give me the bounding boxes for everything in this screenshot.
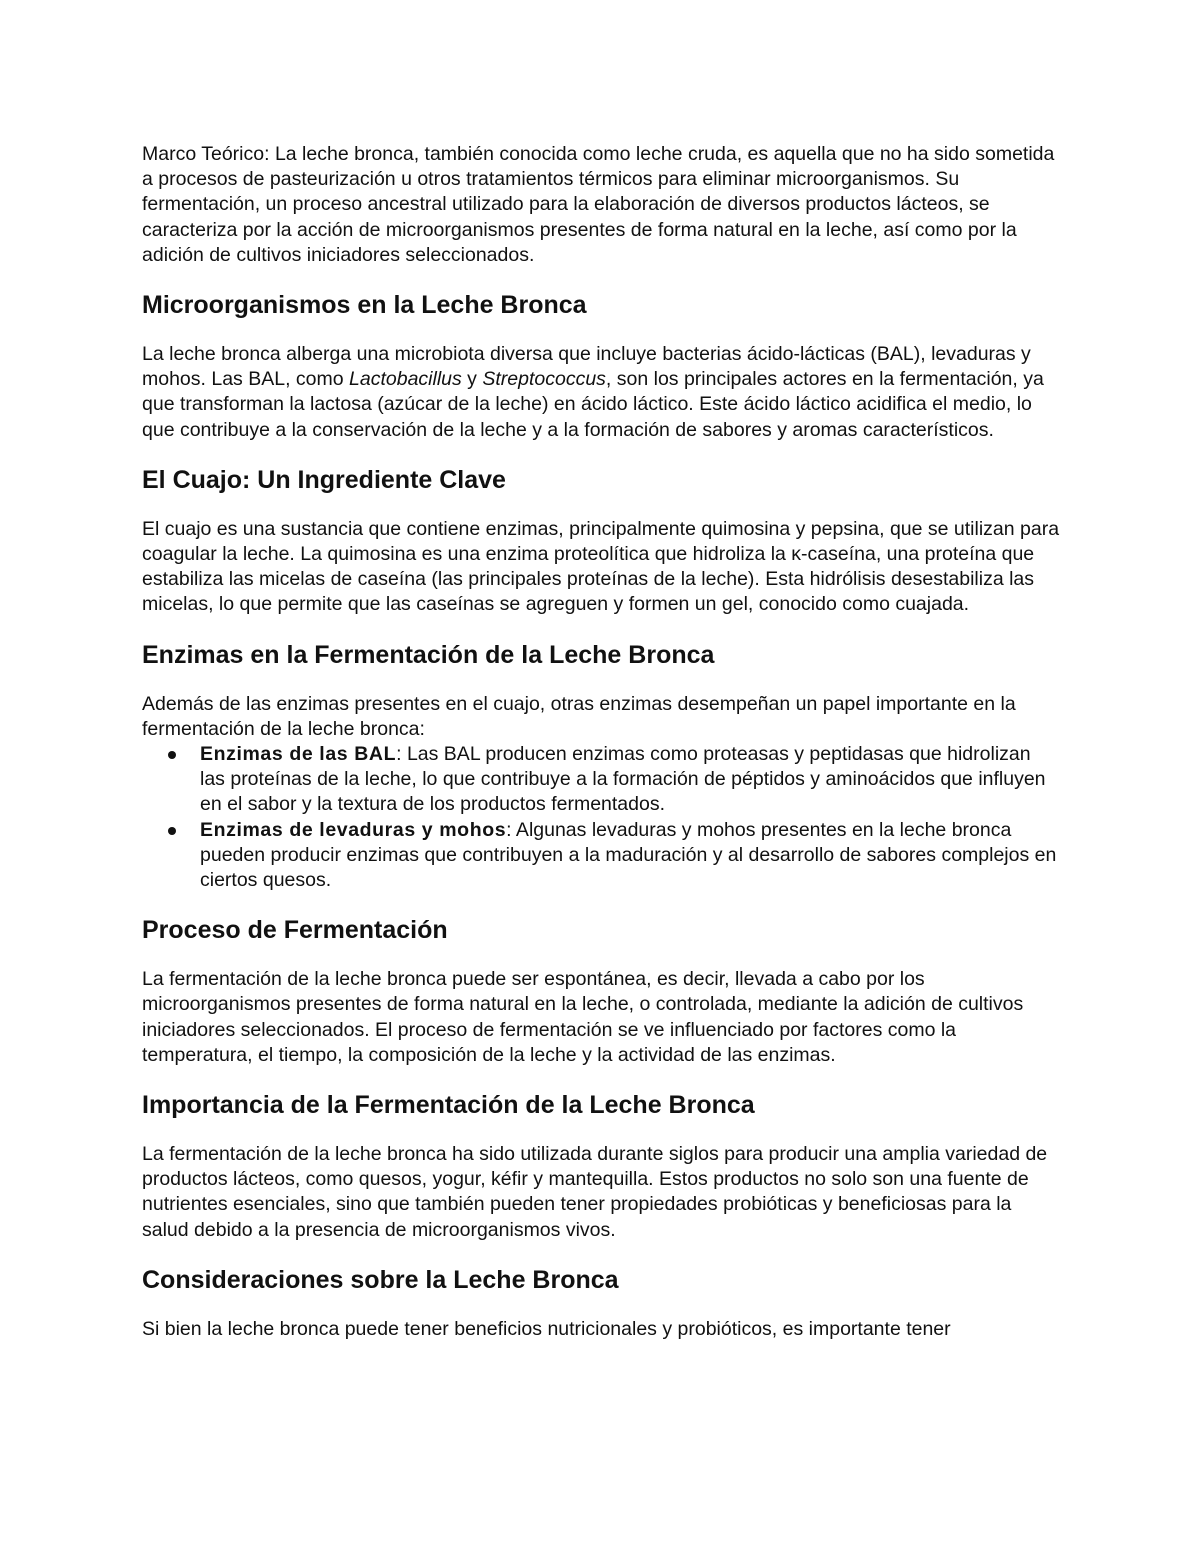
list-item-term: Enzimas de las BAL	[200, 743, 397, 766]
heading-consideraciones: Consideraciones sobre la Leche Bronca	[142, 1265, 619, 1294]
text-segment: La leche bronca alberga una microbiota diversa que incluye bacterias ácido-lácticas (BAL), levaduras y mohos. Las BAL, como	[142, 343, 1031, 391]
paragraph-enzimas: Además de las enzimas presentes en el cuajo, otras enzimas desempeñan un papel importante en la fermentación de la leche bronca:	[142, 692, 1016, 740]
paragraph-proceso: La fermentación de la leche bronca puede ser espontánea, es decir, llevada a cabo por los microorganismos presentes de forma natural en la leche, o controlada, mediante la adición de cultivos iniciadores seleccionados. El proceso de fermentación se ve influenciado por factores como la temperatura, el tiempo, la composición de la leche y la actividad de las enzimas.	[142, 968, 1024, 1066]
text-segment: y	[461, 368, 483, 391]
list-item-text: : Algunas levaduras y mohos presentes en la leche bronca pueden producir enzimas que contribuyen a la maduración y al desarrollo de sabores complejos en ciertos quesos.	[200, 818, 1057, 892]
intro-paragraph: Marco Teórico: La leche bronca, también conocida como leche cruda, es aquella que no ha sido sometida a procesos de pasteurización u otros tratamientos térmicos para eliminar microorganismos. Su fermentación, un proceso ancestral utilizado para la elaboración de diversos productos lácteos, se caracteriza por la acción de microorganismos presentes de forma natural en la leche, así como por la adición de cultivos iniciadores seleccionados.	[142, 143, 1055, 266]
paragraph-importancia: La fermentación de la leche bronca ha sido utilizada durante siglos para producir una amplia variedad de productos lácteos, como quesos, yogur, kéfir y mantequilla. Estos productos no solo son una fuente de nutrientes esenciales, sino que también pueden tener propiedades probióticas y beneficiosas para la salud debido a la presencia de microorganismos vivos.	[142, 1143, 1048, 1241]
document-page	[142, 142, 1060, 1342]
list-item-text: : Las BAL producen enzimas como proteasas y peptidasas que hidrolizan las proteínas de la leche, lo que contribuye a la formación de péptidos y aminoácidos que influyen en el sabor y la textura de los productos fermentados.	[200, 743, 1046, 816]
list-item	[200, 818, 1060, 894]
heading-microorganismos: Microorganismos en la Leche Bronca	[142, 291, 587, 320]
paragraph-consideraciones: Si bien la leche bronca puede tener beneficios nutricionales y probióticos, es importante tener	[142, 1317, 951, 1340]
bullet-icon	[168, 751, 176, 759]
enzimas-list	[142, 742, 1060, 893]
list-item	[200, 742, 1060, 818]
list-item-term: Enzimas de levaduras y mohos	[200, 818, 507, 841]
paragraph-microorganismos	[142, 342, 1060, 443]
text-segment: , son los principales actores en la fermentación, ya que transforman la lactosa (azúcar de la leche) en ácido láctico. Este ácido láctico acidifica el medio, lo que contribuye a la conservación de la leche y a la formación de sabores y aromas característicos.	[142, 368, 1044, 441]
italic-streptococcus: Streptococcus	[482, 368, 606, 391]
heading-proceso: Proceso de Fermentación	[142, 916, 448, 945]
bullet-icon	[168, 827, 176, 835]
heading-enzimas: Enzimas en la Fermentación de la Leche Bronca	[142, 640, 715, 669]
heading-importancia: Importancia de la Fermentación de la Leche Bronca	[142, 1091, 755, 1120]
heading-cuajo: El Cuajo: Un Ingrediente Clave	[142, 465, 506, 494]
paragraph-cuajo: El cuajo es una sustancia que contiene enzimas, principalmente quimosina y pepsina, que se utilizan para coagular la leche. La quimosina es una enzima proteolítica que hidroliza la κ-caseína, una proteína que estabiliza las micelas de caseína (las principales proteínas de la leche). Esta hidrólisis desestabiliza las micelas, lo que permite que las caseínas se agreguen y formen un gel, conocido como cuajada.	[142, 517, 1060, 616]
italic-lactobacillus: Lactobacillus	[349, 368, 462, 391]
